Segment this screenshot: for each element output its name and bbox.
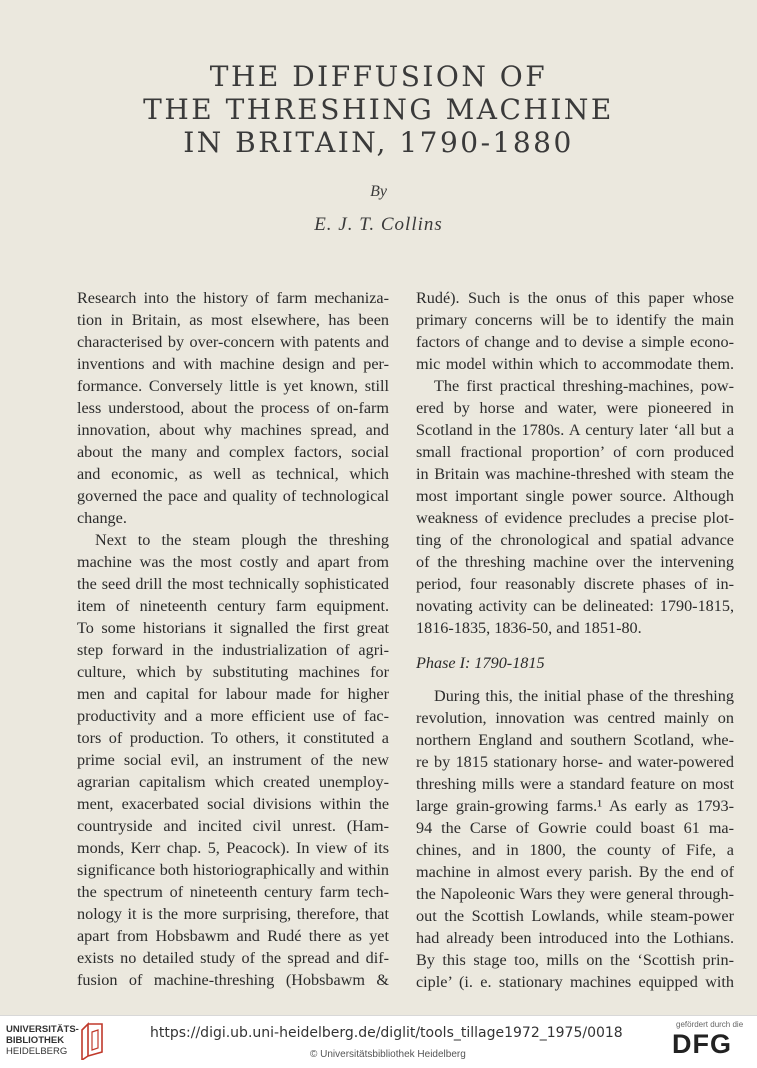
text-line: had already been introduced into the Lothians. [416,929,734,947]
text-line: inventions and with machine design and per- [77,355,389,373]
text-line: 94 the Carse of Gowrie could boast 61 ma- [416,819,734,837]
text-line: Next to the steam plough the threshing [95,531,389,549]
text-line: re by 1815 stationary horse- and water-powered [416,753,734,771]
text-line: item of nineteenth century farm equipment. [77,597,389,615]
text-line: 1816-1835, 1836-50, and 1851-80. [416,619,642,637]
permalink-url[interactable]: https://digi.ub.uni-heidelberg.de/diglit/tools_tillage1972_1975/0018 [150,1025,623,1041]
text-line: nology it is the more surprising, therefore, that [77,905,389,923]
text-line: Research into the history of farm mechaniza- [77,289,389,307]
text-line: agrarian capitalism which created unemploy- [77,773,389,791]
text-line: and economic, as well as technical, which [77,465,389,483]
text-line: During this, the initial phase of the threshing [434,687,734,705]
text-line: By this stage too, mills on the ‘Scottish prin- [416,951,734,969]
text-line: characterised by over-concern with patents and [77,333,389,351]
text-line: the Napoleonic Wars they were general through- [416,885,734,903]
text-line: period, four reasonably discrete phases of in- [416,575,734,593]
text-line: of the threshing machine over the intervening [416,553,734,571]
library-logo-icon [78,1022,108,1060]
text-line: factors of change and to devise a simple econo- [416,333,734,351]
byline-by: By [370,183,387,200]
text-line: machine in almost every parish. By the end of [416,863,734,881]
text-line: significance both historiographically and within [77,861,389,879]
text-line: northern England and southern Scotland, whe- [416,731,734,749]
article-title-line-2: THE THRESHING MACHINE [143,93,614,126]
footer-bar [0,1015,757,1068]
text-line: apart from Hobsbawm and Rudé there as yet [77,927,389,945]
library-logo-line: HEIDELBERG [6,1046,68,1057]
text-line: prime social evil, an instrument of the new [77,751,389,769]
text-line: exists no detailed study of the spread and dif- [77,949,389,967]
text-line: chines, and in 1800, the county of Fife, a [416,841,734,859]
copyright-text: © Universitätsbibliothek Heidelberg [310,1049,466,1060]
text-line: most important single power source. Although [416,487,734,505]
text-line: the seed drill the most technically sophisticated [77,575,389,593]
text-line: weakness of evidence precludes a precise plot- [416,509,734,527]
text-line: ciple’ (i. e. stationary machines equipped with [416,973,734,991]
section-heading: Phase I: 1790-1815 [416,654,545,672]
text-line: out the Scottish Lowlands, while steam-power [416,907,734,925]
text-line: fusion of machine-threshing (Hobsbawm & [77,971,389,989]
text-line: about the many and complex factors, social [77,443,389,461]
text-line: countryside and incited civil unrest. (Ham- [77,817,389,835]
text-line: To some historians it signalled the first great [77,619,389,637]
funding-note: gefördert durch die [676,1020,744,1029]
text-line: The first practical threshing-machines, pow- [434,377,734,395]
text-line: large grain-growing farms.¹ As early as 1793- [416,797,734,815]
text-line: culture, which by substituting machines for [77,663,389,681]
text-line: innovation, about why machines spread, and [77,421,389,439]
dfg-logo: DFG [672,1029,732,1059]
text-line: monds, Kerr chap. 5, Peacock). In view of its [77,839,389,857]
library-logo-text [6,1024,78,1057]
article-title-line-3: IN BRITAIN, 1790-1880 [183,126,574,159]
article-title-line-1: THE DIFFUSION OF [209,60,548,93]
text-line: small fractional proportion’ of corn produced [416,443,734,461]
text-line: change. [77,509,127,527]
text-line: primary concerns will be to identify the main [416,311,734,329]
text-line: tion in Britain, as most elsewhere, has been [77,311,389,329]
text-line: Rudé). Such is the onus of this paper whose [416,289,734,307]
text-line: novating activity can be delineated: 1790-1815, [416,597,734,615]
text-line: less understood, about the process of on-farm [77,399,389,417]
library-logo-line: UNIVERSITÄTS- [6,1024,79,1035]
text-line: machine was the most costly and apart from [77,553,389,571]
text-line: tors of production. To others, it constituted a [77,729,389,747]
text-line: productivity and a more efficient use of fac- [77,707,389,725]
text-line: threshing mills were a standard feature on most [416,775,734,793]
text-line: step forward in the industrialization of agri- [77,641,389,659]
text-line: in Britain was machine-threshed with steam the [416,465,734,483]
author-name: E. J. T. Collins [314,214,443,235]
text-line: revolution, innovation was centred mainly on [416,709,734,727]
text-line: men and capital for labour made for higher [77,685,389,703]
text-line: formance. Conversely little is yet known, still [77,377,389,395]
text-line: ment, exacerbated social divisions within the [77,795,389,813]
text-line: governed the pace and quality of technological [77,487,389,505]
text-line: Scotland in the 1780s. A century later ‘all but a [416,421,734,439]
text-line: the spectrum of nineteenth century farm tech- [77,883,389,901]
text-line: ting of the chronological and spatial advance [416,531,734,549]
text-line: ered by horse and water, were pioneered in [416,399,734,417]
text-line: mic model within which to accommodate them. [416,355,734,373]
library-logo-line: BIBLIOTHEK [6,1035,65,1046]
